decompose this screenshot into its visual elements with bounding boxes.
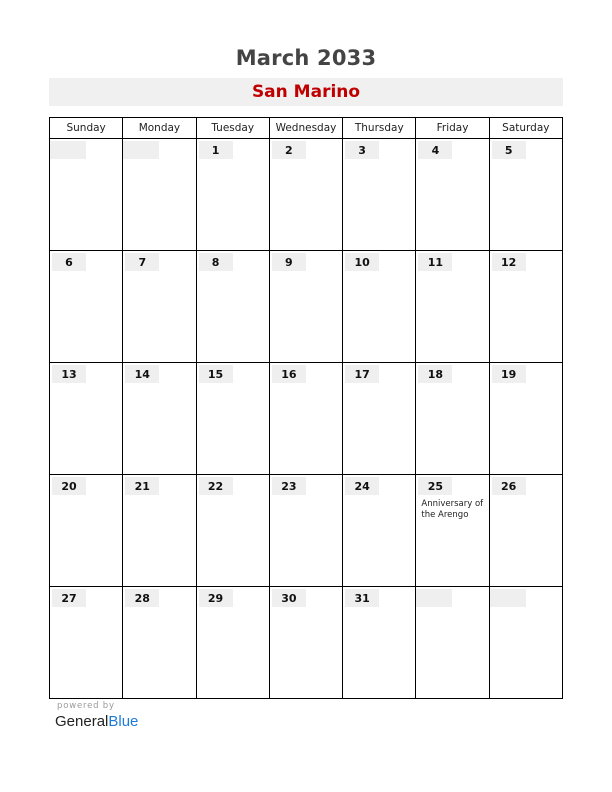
powered-by-text: powered by bbox=[57, 701, 115, 711]
day-number-box bbox=[199, 589, 233, 607]
week-row bbox=[50, 475, 563, 587]
day-number: 18 bbox=[427, 368, 444, 381]
empty-day-box bbox=[123, 141, 159, 159]
day-number: 10 bbox=[354, 256, 370, 269]
day-number-box bbox=[199, 253, 233, 271]
day-number-box bbox=[125, 477, 159, 495]
day-number: 31 bbox=[354, 592, 370, 605]
day-cell[interactable] bbox=[269, 363, 342, 475]
day-cell[interactable] bbox=[489, 139, 562, 251]
day-number-box bbox=[272, 253, 306, 271]
day-cell[interactable] bbox=[196, 363, 269, 475]
day-number: 21 bbox=[134, 480, 150, 493]
day-cell[interactable] bbox=[489, 587, 562, 699]
day-number: 14 bbox=[134, 368, 150, 381]
weekday-header: Friday bbox=[416, 118, 489, 139]
day-cell[interactable] bbox=[123, 363, 196, 475]
day-number-box bbox=[52, 589, 86, 607]
day-cell[interactable] bbox=[343, 139, 416, 251]
day-number: 29 bbox=[207, 592, 224, 605]
logo-text-general: General bbox=[55, 713, 109, 730]
weekday-header: Sunday bbox=[50, 118, 123, 139]
day-cell[interactable] bbox=[416, 363, 489, 475]
week-row bbox=[50, 139, 563, 251]
day-number: 13 bbox=[61, 368, 77, 381]
day-cell[interactable] bbox=[269, 251, 342, 363]
holiday-event: Anniversary of the Arengo bbox=[421, 499, 484, 520]
day-cell[interactable] bbox=[50, 363, 123, 475]
calendar-grid bbox=[49, 117, 563, 697]
day-number: 28 bbox=[134, 592, 150, 605]
day-number-box bbox=[272, 477, 306, 495]
day-cell[interactable] bbox=[489, 475, 562, 587]
week-row bbox=[50, 363, 563, 475]
day-number: 7 bbox=[138, 256, 147, 269]
day-cell[interactable] bbox=[50, 139, 123, 251]
day-number-box bbox=[272, 141, 306, 159]
day-cell[interactable] bbox=[343, 587, 416, 699]
day-number-box bbox=[199, 365, 233, 383]
day-number-box bbox=[418, 141, 452, 159]
day-number-box bbox=[272, 589, 306, 607]
day-cell[interactable] bbox=[489, 363, 562, 475]
day-number-box bbox=[125, 589, 159, 607]
day-number-box bbox=[199, 141, 233, 159]
day-cell[interactable] bbox=[269, 475, 342, 587]
day-number-box bbox=[345, 477, 379, 495]
day-number-box bbox=[52, 253, 86, 271]
day-cell[interactable] bbox=[416, 139, 489, 251]
day-cell[interactable] bbox=[269, 139, 342, 251]
day-number: 26 bbox=[501, 480, 517, 493]
day-cell[interactable] bbox=[416, 475, 489, 587]
day-number: 5 bbox=[504, 144, 513, 157]
day-cell[interactable] bbox=[489, 251, 562, 363]
day-cell[interactable] bbox=[196, 587, 269, 699]
day-cell[interactable] bbox=[343, 363, 416, 475]
day-number-box bbox=[199, 477, 233, 495]
day-number-box bbox=[125, 253, 159, 271]
day-number: 22 bbox=[207, 480, 224, 493]
day-cell[interactable] bbox=[196, 475, 269, 587]
day-number: 11 bbox=[427, 256, 444, 269]
day-number-box bbox=[418, 477, 452, 495]
week-row bbox=[50, 587, 563, 699]
day-number-box bbox=[52, 477, 86, 495]
day-number: 4 bbox=[431, 144, 440, 157]
day-cell[interactable] bbox=[123, 251, 196, 363]
day-number-box bbox=[345, 365, 379, 383]
day-number: 24 bbox=[354, 480, 370, 493]
weekday-header: Saturday bbox=[489, 118, 562, 139]
day-cell[interactable] bbox=[50, 587, 123, 699]
calendar-table bbox=[49, 117, 563, 699]
day-number-box bbox=[272, 365, 306, 383]
day-number: 30 bbox=[281, 592, 297, 605]
day-number: 6 bbox=[65, 256, 73, 269]
day-number: 17 bbox=[354, 368, 370, 381]
day-number-box bbox=[492, 141, 526, 159]
day-number: 19 bbox=[501, 368, 517, 381]
day-number-box bbox=[418, 365, 452, 383]
day-number: 25 bbox=[427, 480, 444, 493]
day-cell[interactable] bbox=[50, 475, 123, 587]
day-number-box bbox=[492, 477, 526, 495]
country-banner bbox=[49, 78, 563, 106]
day-number: 12 bbox=[501, 256, 517, 269]
empty-day-box bbox=[416, 589, 452, 607]
day-number: 16 bbox=[281, 368, 297, 381]
day-number-box bbox=[52, 365, 86, 383]
day-number-box bbox=[345, 141, 379, 159]
country-name: San Marino bbox=[251, 82, 361, 102]
week-row bbox=[50, 251, 563, 363]
day-number: 1 bbox=[211, 144, 220, 157]
day-cell[interactable] bbox=[343, 251, 416, 363]
logo-text-blue: Blue bbox=[108, 713, 139, 730]
weekday-header: Thursday bbox=[343, 118, 416, 139]
day-cell[interactable] bbox=[196, 251, 269, 363]
day-number: 3 bbox=[358, 144, 366, 157]
empty-day-box bbox=[50, 141, 86, 159]
day-cell[interactable] bbox=[269, 587, 342, 699]
day-number-box bbox=[125, 365, 159, 383]
day-number-box bbox=[492, 253, 526, 271]
day-number-box bbox=[345, 253, 379, 271]
day-number: 23 bbox=[281, 480, 297, 493]
day-number: 20 bbox=[61, 480, 77, 493]
weekday-header-row bbox=[50, 118, 563, 139]
day-number-box bbox=[418, 253, 452, 271]
day-number: 15 bbox=[207, 368, 224, 381]
day-number: 9 bbox=[285, 256, 293, 269]
day-cell[interactable] bbox=[123, 475, 196, 587]
day-cell[interactable] bbox=[416, 251, 489, 363]
weekday-header: Wednesday bbox=[269, 118, 342, 139]
day-number: 8 bbox=[211, 256, 220, 269]
weekday-header: Tuesday bbox=[196, 118, 269, 139]
day-cell[interactable] bbox=[123, 587, 196, 699]
day-cell[interactable] bbox=[416, 587, 489, 699]
empty-day-box bbox=[490, 589, 526, 607]
day-cell[interactable] bbox=[196, 139, 269, 251]
day-number: 2 bbox=[285, 144, 293, 157]
day-number-box bbox=[492, 365, 526, 383]
day-cell[interactable] bbox=[123, 139, 196, 251]
day-number: 27 bbox=[61, 592, 77, 605]
weekday-header: Monday bbox=[123, 118, 196, 139]
generalblue-logo[interactable] bbox=[55, 713, 138, 730]
page-title: March 2033 bbox=[235, 46, 377, 70]
day-cell[interactable] bbox=[50, 251, 123, 363]
day-number-box bbox=[345, 589, 379, 607]
day-cell[interactable] bbox=[343, 475, 416, 587]
